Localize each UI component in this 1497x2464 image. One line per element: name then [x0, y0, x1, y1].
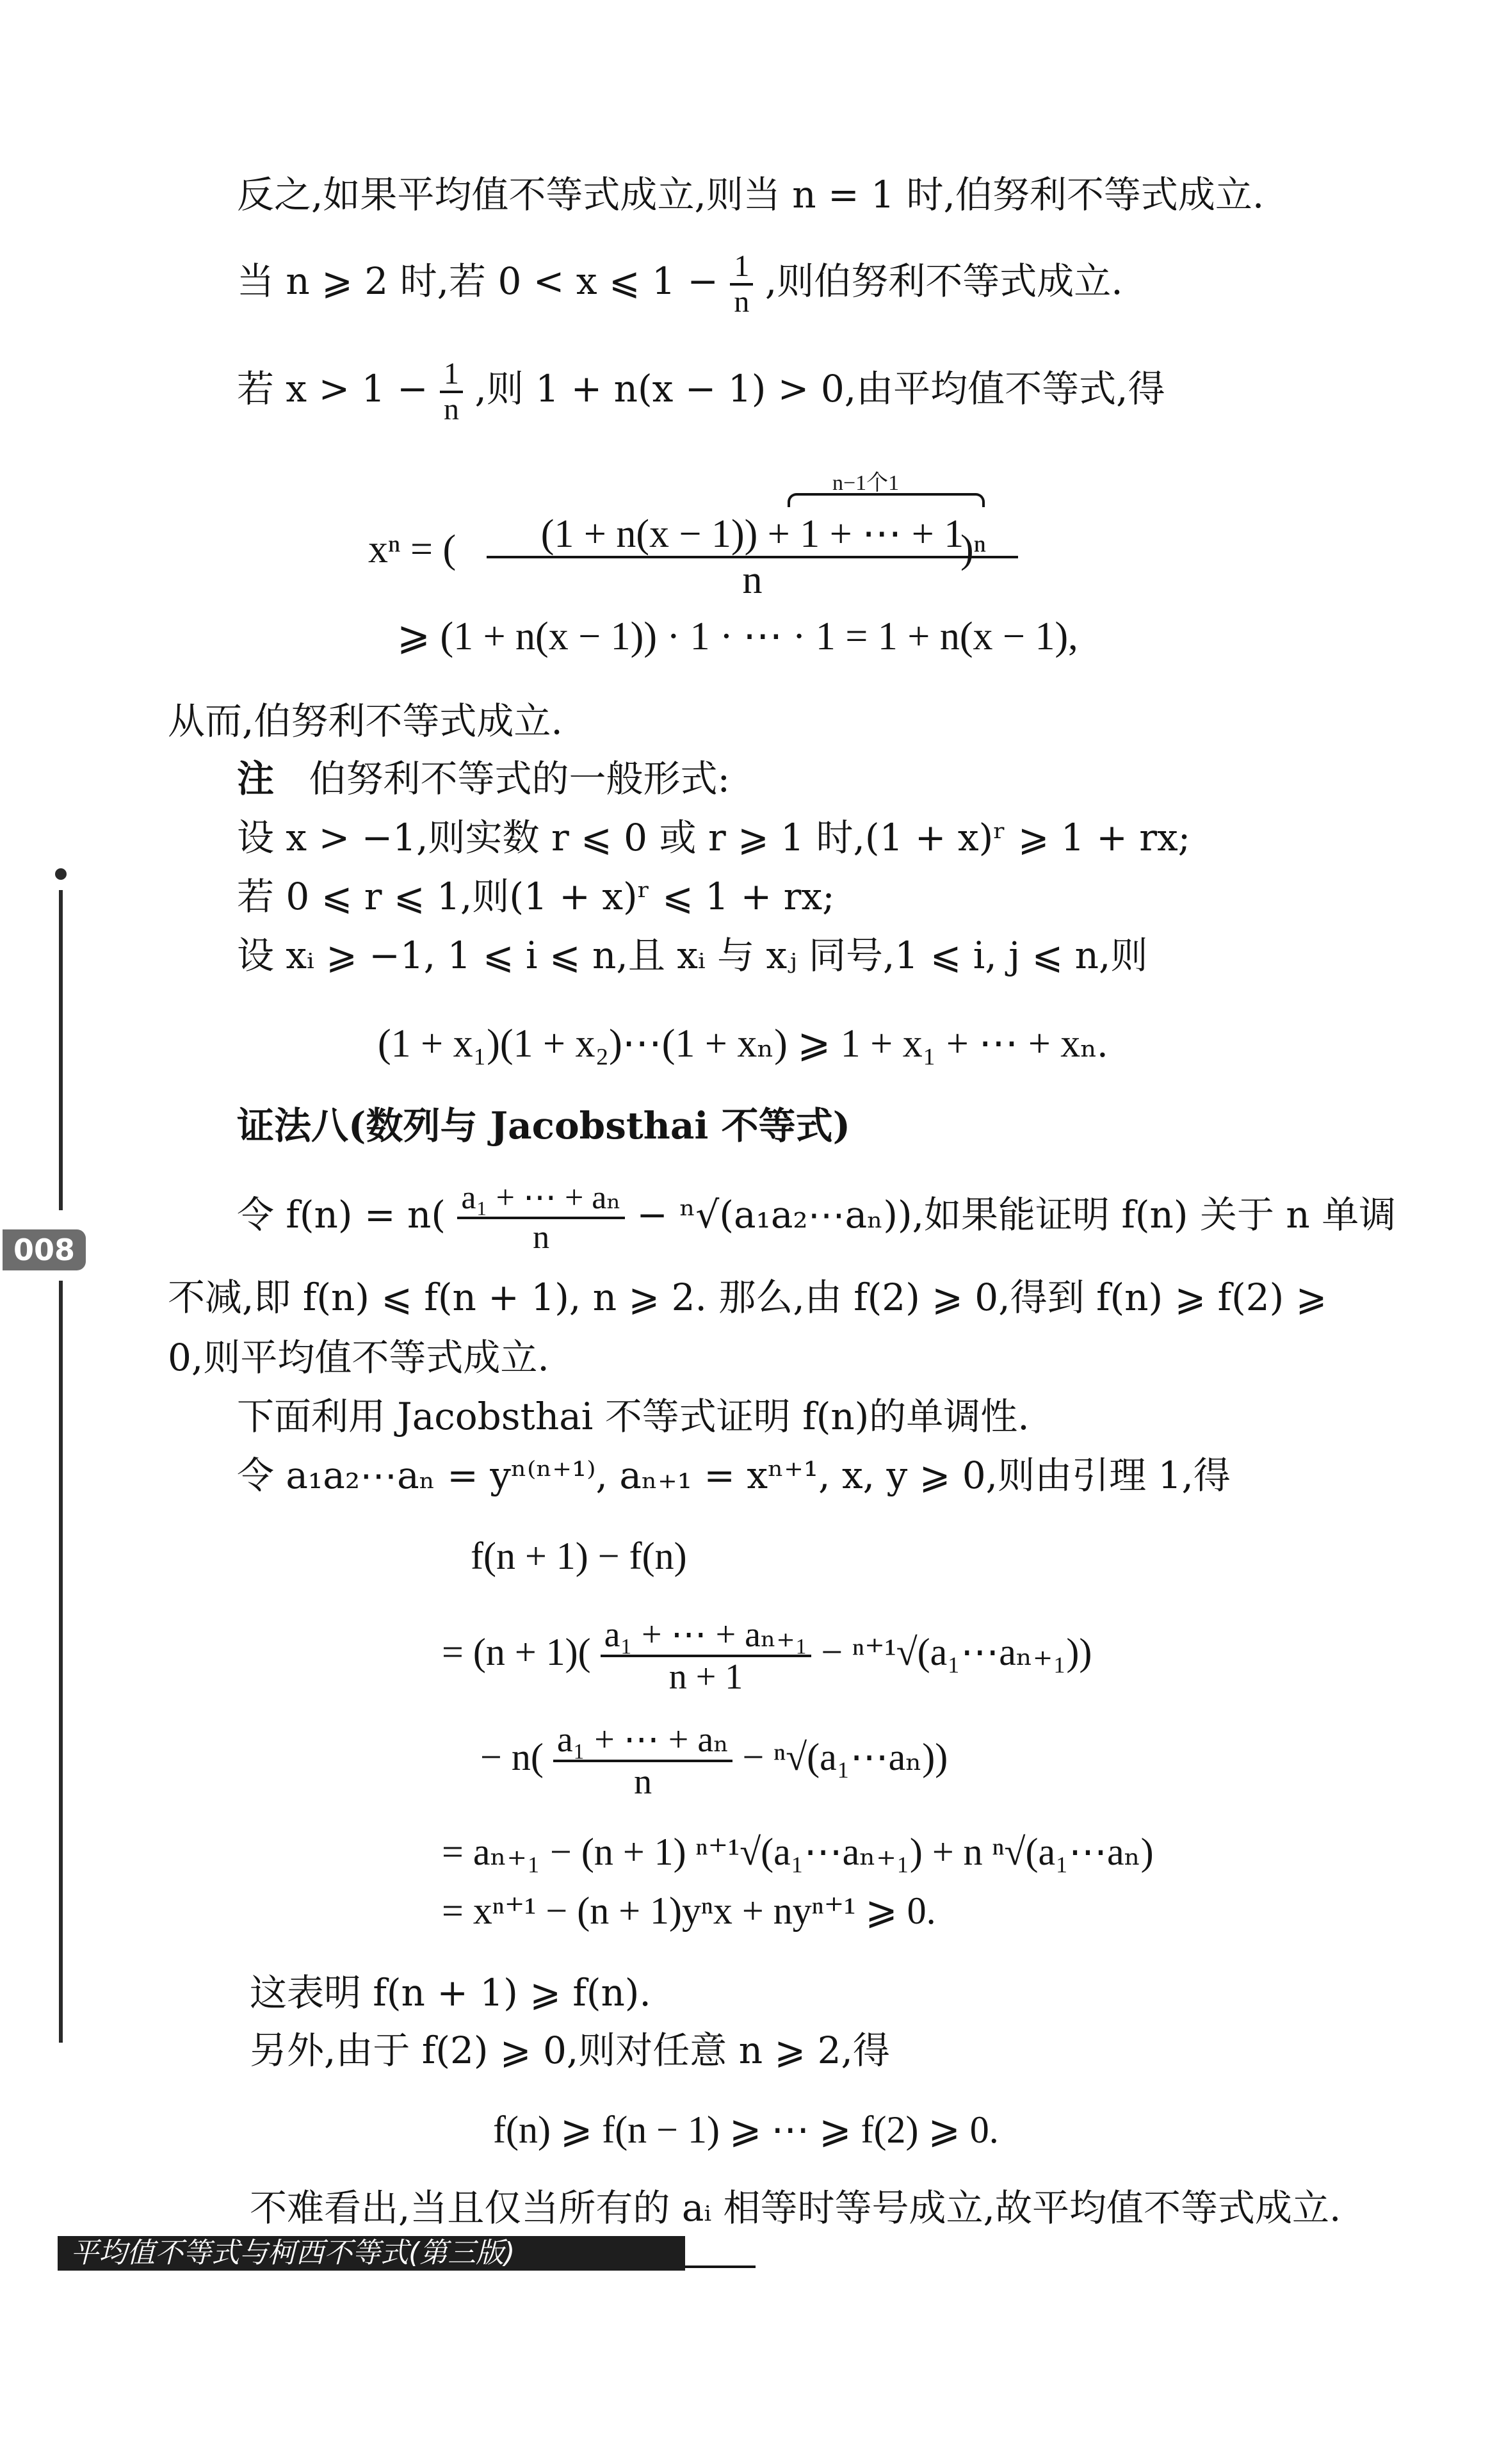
- footer-rule: [685, 2265, 756, 2268]
- equation-fraction: [487, 512, 1018, 602]
- fraction-denominator: n: [634, 1762, 652, 1803]
- fraction: [457, 1179, 624, 1256]
- equation-chain: f(n) ⩾ f(n − 1) ⩾ ⋯ ⩾ f(2) ⩾ 0.: [493, 2109, 999, 2151]
- fraction: [730, 250, 753, 319]
- fraction-numerator: 1: [440, 357, 463, 393]
- section-heading: 证法八(数列与 Jacobsthai 不等式): [237, 1104, 851, 1147]
- note-text: 伯努利不等式的一般形式:: [309, 757, 730, 800]
- derivation-line-5: = xⁿ⁺¹ − (n + 1)yⁿx + nyⁿ⁺¹ ⩾ 0.: [442, 1890, 936, 1932]
- page-number-tab: 008: [3, 1229, 86, 1270]
- text-line-3: [237, 357, 1165, 426]
- derivation-line-1: f(n + 1) − f(n): [471, 1535, 687, 1577]
- note-label: 注: [237, 757, 275, 800]
- text-segment: ,则 1 + n(x − 1) > 0,由平均值不等式,得: [474, 367, 1165, 411]
- text-line-8: [237, 1179, 1396, 1256]
- fraction-denominator: n: [734, 285, 750, 319]
- text-line-2: [237, 250, 1123, 319]
- equation-product: (1 + x₁)(1 + x₂)⋯(1 + xₙ) ⩾ 1 + x₁ + ⋯ + xₙ.: [378, 1022, 1108, 1066]
- derivation-line-2: [442, 1607, 1092, 1697]
- fraction-denominator: n: [533, 1219, 550, 1256]
- footer-book-title: 平均值不等式与柯西不等式(第三版): [58, 2236, 685, 2271]
- equation-numerator: (1 + n(x − 1)) + 1 + ⋯ + 1: [487, 512, 1018, 558]
- fraction-numerator: 1: [730, 250, 753, 286]
- text-segment: = (n + 1)(: [442, 1631, 591, 1673]
- text-line-10: 0,则平均值不等式成立.: [168, 1336, 549, 1379]
- text-line-13: 这表明 f(n + 1) ⩾ f(n).: [250, 1971, 651, 2014]
- fraction: [553, 1720, 733, 1802]
- text-segment: − ⁿ⁺¹√(a₁⋯aₙ₊₁)): [821, 1631, 1092, 1673]
- equation-line-2: ⩾ (1 + n(x − 1)) · 1 · ⋯ · 1 = 1 + n(x − 1),: [397, 615, 1078, 658]
- text-line-14: 另外,由于 f(2) ⩾ 0,则对任意 n ⩾ 2,得: [250, 2029, 890, 2072]
- text-line-4: 从而,伯努利不等式成立.: [168, 699, 563, 743]
- text-segment: 当 n ⩾ 2 时,若 0 < x ⩽ 1 −: [237, 259, 718, 304]
- text-line-9: 不减,即 f(n) ⩽ f(n + 1), n ⩾ 2. 那么,由 f(2) ⩾ 0,得到 f(n) ⩾ f(2) ⩾: [168, 1276, 1327, 1319]
- text-line-11: 下面利用 Jacobsthai 不等式证明 f(n)的单调性.: [237, 1395, 1030, 1438]
- note-line: [237, 756, 730, 802]
- derivation-line-4: = aₙ₊₁ − (n + 1) ⁿ⁺¹√(a₁⋯aₙ₊₁) + n ⁿ√(a₁⋯aₙ): [442, 1831, 1154, 1873]
- fraction-numerator: a₁ + ⋯ + aₙ₊₁: [601, 1615, 812, 1657]
- text-line-12: 令 a₁a₂⋯aₙ = yⁿ⁽ⁿ⁺¹⁾, aₙ₊₁ = xⁿ⁺¹, x, y ⩾ 0,则由引理 1,得: [237, 1454, 1231, 1497]
- fraction: [440, 357, 463, 426]
- overbrace-label: n−1个1: [832, 471, 900, 495]
- equation-close: )ⁿ: [960, 528, 987, 571]
- fraction-numerator: a₁ + ⋯ + aₙ: [553, 1720, 733, 1762]
- margin-rule-lower: [59, 1281, 63, 2043]
- text-line-5: 设 x > −1,则实数 r ⩽ 0 或 r ⩾ 1 时,(1 + x)ʳ ⩾ 1 + rx;: [237, 816, 1191, 859]
- margin-rule-upper: [59, 890, 63, 1210]
- margin-dot: [55, 868, 67, 880]
- text-segment: − n(: [480, 1736, 544, 1778]
- fraction: [601, 1615, 812, 1697]
- text-segment: ,则伯努利不等式成立.: [765, 259, 1123, 304]
- text-line-15: 不难看出,当且仅当所有的 aᵢ 相等时等号成立,故平均值不等式成立.: [250, 2186, 1341, 2230]
- text-segment: 若 x > 1 −: [237, 367, 428, 411]
- equation-lhs: xⁿ = (: [368, 528, 457, 571]
- fraction-denominator: n: [444, 393, 459, 426]
- text-line-7: 设 xᵢ ⩾ −1, 1 ⩽ i ⩽ n,且 xᵢ 与 xⱼ 同号,1 ⩽ i, j ⩽ n,则: [237, 934, 1148, 977]
- overbrace: [788, 493, 985, 507]
- text-segment: 令 f(n) = n(: [237, 1193, 446, 1237]
- text-line-6: 若 0 ⩽ r ⩽ 1,则(1 + x)ʳ ⩽ 1 + rx;: [237, 875, 835, 918]
- text-segment: − ⁿ√(a₁a₂⋯aₙ)),如果能证明 f(n) 关于 n 单调: [636, 1193, 1396, 1237]
- fraction-denominator: n + 1: [668, 1657, 743, 1698]
- equation-denominator: n: [742, 558, 763, 602]
- text-line-1: 反之,如果平均值不等式成立,则当 n = 1 时,伯努利不等式成立.: [237, 173, 1265, 216]
- derivation-line-3: [480, 1712, 948, 1802]
- fraction-numerator: a₁ + ⋯ + aₙ: [457, 1179, 624, 1219]
- text-segment: − ⁿ√(a₁⋯aₙ)): [742, 1736, 948, 1778]
